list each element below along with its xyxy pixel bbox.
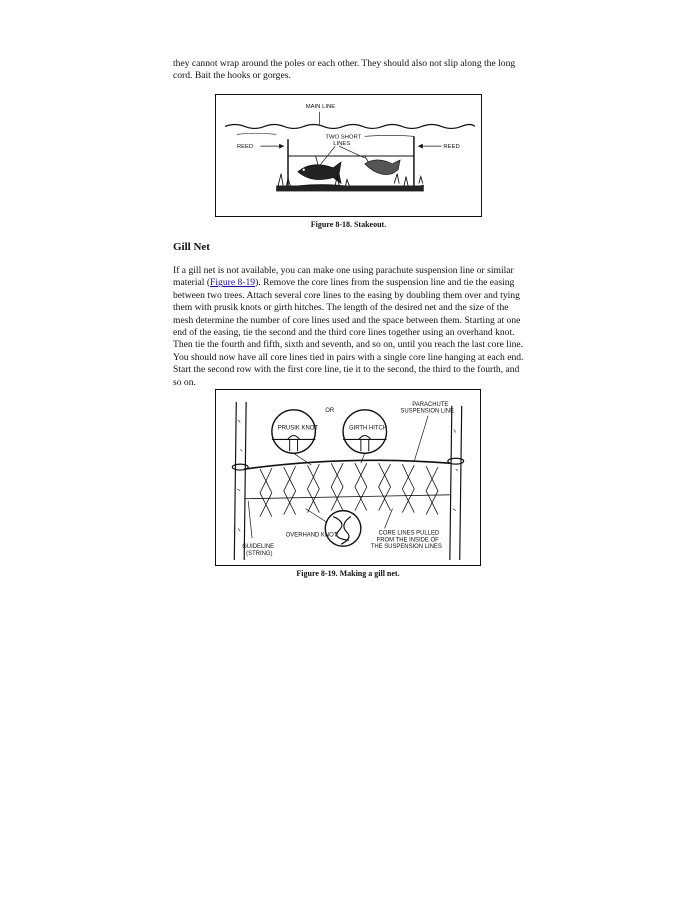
girth-hitch-label: GIRTH HITCH bbox=[348, 425, 388, 432]
figure-1-caption: Figure 8-18. Stakeout. bbox=[310, 220, 387, 229]
parachute-label: PARACHUTE bbox=[412, 401, 449, 408]
two-short-label: TWO SHORT bbox=[325, 134, 362, 141]
figure-link[interactable]: Figure 8-19 bbox=[210, 277, 256, 289]
core-lines-label-2: FROM THE INSIDE OF bbox=[376, 537, 439, 544]
gill-net-figure bbox=[215, 389, 481, 566]
suspension-line-label: SUSPENSION LINE bbox=[400, 408, 455, 415]
main-line-label: MAIN LINE bbox=[305, 103, 336, 110]
reed-right-label: REED bbox=[443, 144, 460, 151]
section-heading: Gill Net bbox=[173, 241, 210, 253]
reed-left-label: REED bbox=[236, 144, 254, 151]
core-lines-label-3: THE SUSPENSION LINES bbox=[370, 544, 442, 551]
stakeout-illustration bbox=[216, 95, 481, 216]
core-lines-label-1: CORE LINES PULLED bbox=[378, 530, 440, 537]
string-label: (STRING) bbox=[246, 551, 273, 558]
stakeout-figure bbox=[215, 94, 482, 217]
prusik-knot-label: PRUSIK KNOT bbox=[277, 425, 318, 432]
figure-2-caption: Figure 8-19. Making a gill net. bbox=[296, 569, 400, 578]
paragraph-2: If a gill net is not available, you can make one using parachute suspension line or similar material (Figure 8-19). Remove the core lines from the suspension line and tie the easing between two trees. Attach several core lines to the easing by doubling them over and tying them with prusik knots or girth hitches. The length of the desired net and the size of the mesh determine the number of core lines used and the space between them. Starting at one end of the easing, tie the second and the third core lines together using an overhand knot. Then tie the fourth and fifth, sixth and seventh, and so on, until you reach the last core line. You should now have all core lines tied in pairs with a single core line hanging at each end. Start the second row with the first core line, tie it to the second, the third to the fourth, and so on. bbox=[173, 265, 524, 388]
paragraph-1: they cannot wrap around the poles or each other. They should also not slip along the long cord. Bait the hooks or gorges. bbox=[173, 58, 516, 82]
or-label: OR bbox=[325, 407, 335, 414]
lines-label: LINES bbox=[333, 141, 351, 148]
gill-net-illustration bbox=[216, 390, 480, 565]
guideline-label: GUIDELINE bbox=[242, 544, 275, 551]
overhand-knot-label: OVERHAND KNOT bbox=[285, 532, 338, 539]
